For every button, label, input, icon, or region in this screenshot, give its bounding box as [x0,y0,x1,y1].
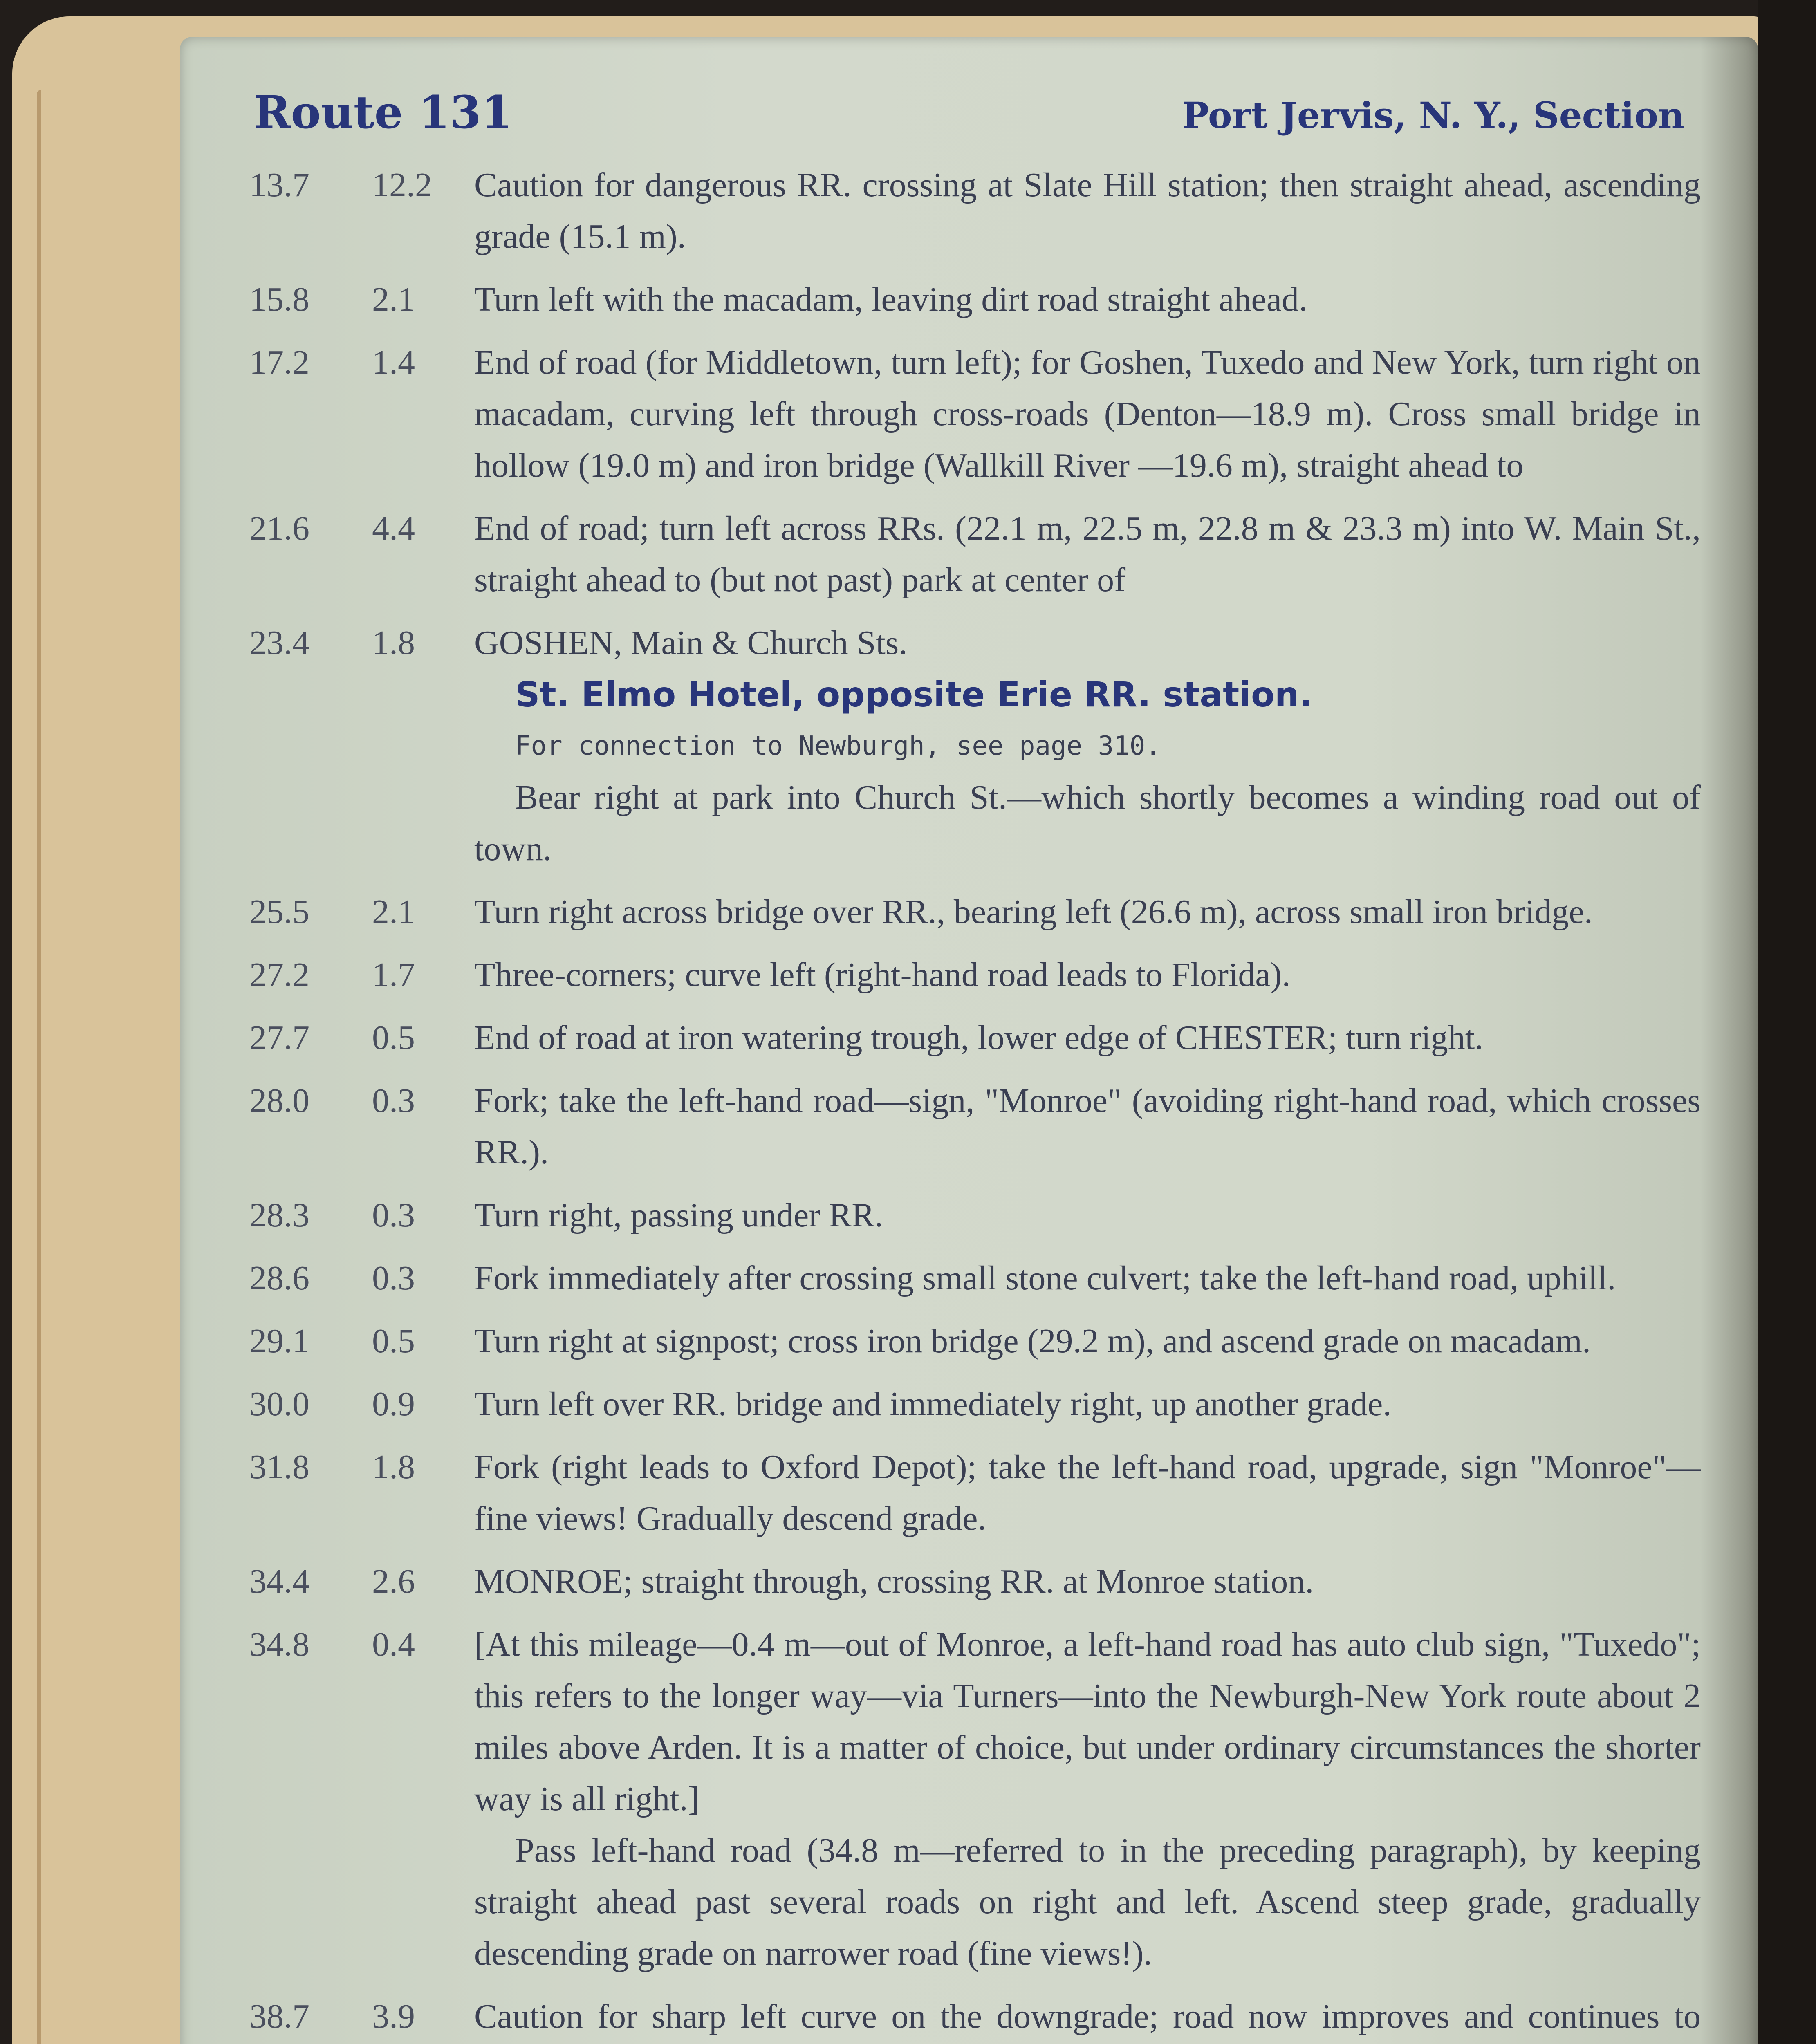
leg-mileage: 4.4 [372,509,415,547]
cumulative-mileage: 38.7 [249,1997,309,2035]
route-entry [249,1991,1701,2044]
route-entry [249,274,1701,325]
direction-paragraph: Fork (right leads to Oxford Depot); take the left-hand road, upgrade, sign "Monroe"—fine views! Gradually descend grade. [474,1448,1701,1537]
leg-mileage: 0.3 [372,1196,415,1234]
route-entries [249,159,1701,2044]
cumulative-mileage: 21.6 [249,509,309,547]
route-entry [249,1075,1701,1178]
leg-mileage: 2.1 [372,280,415,318]
leg-mileage: 0.3 [372,1082,415,1120]
route-title: Route 131 [253,86,513,139]
direction-paragraph: MONROE; straight through, crossing RR. at Monroe station. [474,1562,1314,1600]
cumulative-mileage: 25.5 [249,893,309,931]
leg-mileage: 0.9 [372,1385,415,1423]
direction-paragraph: Turn left with the macadam, leaving dirt road straight ahead. [474,280,1307,318]
cumulative-mileage: 29.1 [249,1322,309,1360]
direction-text [474,1619,1701,1979]
direction-text [474,1556,1701,1607]
direction-paragraph: [At this mileage—0.4 m—out of Monroe, a left-hand road has auto club sign, "Tuxedo"; this refers to the longer way—via Turners—into the Newburgh-New York route about 2 miles above Arden. It is a matter of choice, but under ordinary circumstances the shorter way is all right.] [474,1625,1701,1818]
cumulative-mileage: 27.2 [249,956,309,994]
page-edges [37,90,41,2044]
direction-text [474,1012,1701,1064]
direction-paragraph: Turn right, passing under RR. [474,1196,883,1234]
direction-text [474,1378,1701,1430]
direction-text [474,337,1701,491]
direction-paragraph: Turn left over RR. bridge and immediately right, up another grade. [474,1385,1392,1423]
cumulative-mileage: 27.7 [249,1019,309,1057]
route-entry [249,1619,1701,1979]
direction-paragraph: Caution for sharp left curve on the downgrade; road now improves and continues to [474,1997,1701,2035]
route-entry [249,949,1701,1001]
direction-text [474,1316,1701,1367]
cumulative-mileage: 30.0 [249,1385,309,1423]
route-entry [249,159,1701,262]
direction-text [474,1991,1701,2044]
leg-mileage: 1.8 [372,624,415,662]
cumulative-mileage: 28.6 [249,1259,309,1297]
cumulative-mileage: 28.0 [249,1082,309,1120]
direction-paragraph: End of road; turn left across RRs. (22.1 m, 22.5 m, 22.8 m & 23.3 m) into W. Main St., straight ahead to (but not past) park at center of [474,509,1701,599]
leg-mileage: 0.5 [372,1019,415,1057]
direction-paragraph: End of road (for Middletown, turn left); for Goshen, Tuxedo and New York, turn right on macadam, curving left through cross-roads (Denton—18.9 m). Cross small bridge in hollow (19.0 m) and iron bridge (Wallkill River —19.6 m), straight ahead to [474,343,1701,484]
route-entry [249,1190,1701,1241]
route-entry [249,1012,1701,1064]
direction-paragraph: GOSHEN, Main & Church Sts. [474,624,908,662]
hotel-listing: St. Elmo Hotel, opposite Erie RR. station. [515,675,1312,715]
direction-paragraph: Turn right across bridge over RR., bearing left (26.6 m), across small iron bridge. [474,893,1593,931]
page-header [253,86,1684,164]
route-entry [249,1441,1701,1544]
route-entry [249,503,1701,606]
leg-mileage: 1.4 [372,343,415,381]
cumulative-mileage: 28.3 [249,1196,309,1234]
leg-mileage: 2.6 [372,1562,415,1600]
cumulative-mileage: 17.2 [249,343,309,381]
direction-paragraph: Caution for dangerous RR. crossing at Slate Hill station; then straight ahead, ascending grade (15.1 m). [474,166,1701,256]
section-title: Port Jervis, N. Y., Section [1182,94,1684,137]
cumulative-mileage: 34.8 [249,1625,309,1663]
direction-text [474,886,1701,938]
leg-mileage: 0.3 [372,1259,415,1297]
leg-mileage: 0.5 [372,1322,415,1360]
leg-mileage: 0.4 [372,1625,415,1663]
book-page [180,37,1758,2044]
direction-text [474,617,1701,875]
direction-text [474,503,1701,606]
direction-paragraph: End of road at iron watering trough, lower edge of CHESTER; turn right. [474,1019,1484,1057]
direction-paragraph: Fork immediately after crossing small stone culvert; take the left-hand road, uphill. [474,1259,1616,1297]
leg-mileage: 1.8 [372,1448,415,1486]
connection-note: For connection to Newburgh, see page 310. [515,731,1161,761]
direction-text [474,159,1701,262]
leg-mileage: 12.2 [372,166,432,204]
cumulative-mileage: 15.8 [249,280,309,318]
route-entry [249,1253,1701,1304]
route-entry [249,1556,1701,1607]
direction-paragraph: Bear right at park into Church St.—which shortly becomes a winding road out of town. [474,778,1701,868]
route-entry [249,1316,1701,1367]
leg-mileage: 1.7 [372,956,415,994]
cumulative-mileage: 23.4 [249,624,309,662]
spine-shadow [1701,37,1758,2044]
direction-text [474,1190,1701,1241]
route-entry [249,886,1701,938]
route-entry [249,617,1701,875]
leg-mileage: 2.1 [372,893,415,931]
direction-text [474,1441,1701,1544]
direction-text [474,274,1701,325]
direction-text [474,949,1701,1001]
right-page-edge [1758,0,1816,2044]
direction-text [474,1253,1701,1304]
direction-text [474,1075,1701,1178]
cumulative-mileage: 13.7 [249,166,309,204]
direction-paragraph: Fork; take the left-hand road—sign, "Monroe" (avoiding right-hand road, which crosses RR.). [474,1082,1701,1171]
direction-paragraph: Turn right at signpost; cross iron bridge (29.2 m), and ascend grade on macadam. [474,1322,1591,1360]
route-entry [249,337,1701,491]
direction-paragraph: Pass left-hand road (34.8 m—referred to in the preceding paragraph), by keeping straight ahead past several roads on right and left. Ascend steep grade, gradually descending grade on narrower road (fine views!). [474,1831,1701,1972]
direction-paragraph: Three-corners; curve left (right-hand road leads to Florida). [474,956,1291,994]
cumulative-mileage: 31.8 [249,1448,309,1486]
leg-mileage: 3.9 [372,1997,415,2035]
route-entry [249,1378,1701,1430]
cumulative-mileage: 34.4 [249,1562,309,1600]
